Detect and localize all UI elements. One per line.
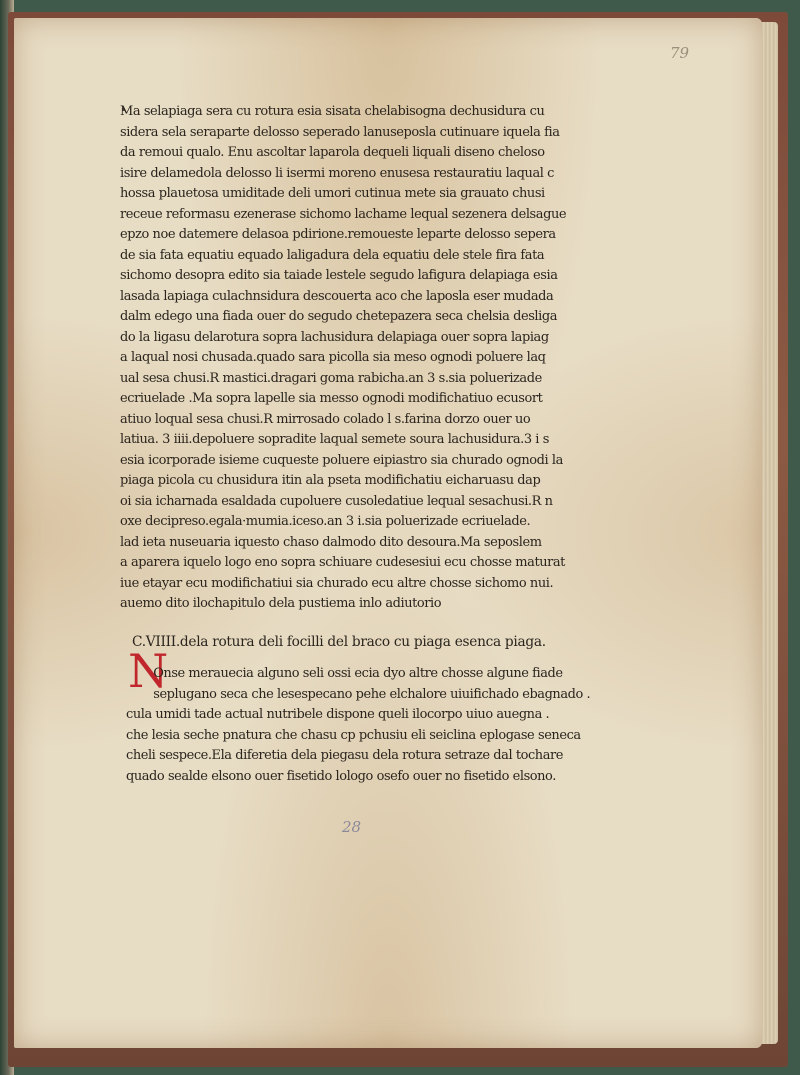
handwritten-page-number: 28 bbox=[342, 818, 362, 836]
text-line: lad ieta nuseuaria iquesto chaso dalmodo dito desoura.Ma seposlem bbox=[120, 534, 542, 550]
text-line: lasada lapiaga culachnsidura descouerta aco che laposla eser mudada bbox=[120, 288, 554, 304]
text-line: piaga picola cu chusidura itin ala pseta modifichatiu eicharuasu dap bbox=[120, 473, 541, 488]
text-line: oi sia icharnada esaldada cupoluere cusoledatiue lequal sesachusi.R n bbox=[120, 493, 553, 509]
text-line: da remoui qualo. Enu ascoltar laparola dequeli liquali diseno cheloso bbox=[120, 145, 545, 160]
chapter-heading: C.VIIII.dela rotura deli focilli del braco cu piaga esenca piaga. bbox=[132, 634, 546, 650]
red-initial-letter: N bbox=[128, 644, 169, 698]
text-line: ual sesa chusi.R mastici.dragari goma rabicha.an 3 s.sia poluerizade bbox=[120, 370, 542, 386]
text-line: ecriuelade .Ma sopra lapelle sia messo ognodi modifichatiuo ecusort bbox=[120, 391, 543, 406]
text-line: sichomo desopra edito sia taiade lestele segudo lafigura delapiaga esia bbox=[120, 268, 558, 283]
text-line: epzo noe datemere delasoa pdirione.remoueste leparte delosso sepera bbox=[120, 227, 556, 242]
text-line: de sia fata equatiu equado laligadura dela equatiu dele stele fira fata bbox=[120, 247, 545, 263]
text-line: oxe decipreso.egala·mumia.iceso.an 3 i.sia poluerizade ecriuelade. bbox=[120, 514, 531, 529]
text-line: che lesia seche pnatura che chasu cp pchusiu eli seiclina eplogase seneca bbox=[126, 727, 581, 743]
text-line: seplugano seca che lesespecano pehe elchalore uiuifichado ebagnado . bbox=[153, 686, 591, 702]
text-line: Onse merauecia alguno seli ossi ecia dyo altre chosse algune fiade bbox=[153, 666, 563, 681]
page-stack-edge bbox=[760, 22, 778, 1044]
text-line: a laqual nosi chusada.quado sara picolla sia meso ognodi poluere laq bbox=[120, 350, 546, 365]
text-line: sidera sela serapartе delosso seperado lanuseposla cutinuare iquela fia bbox=[120, 124, 560, 140]
text-line: iue etayar ecu modifichatiui sia churado ecu altre chosse sichomo nui. bbox=[120, 575, 554, 591]
text-line: a aparera iquelo logo eno sopra schiuare cudesesiui ecu chosse maturat bbox=[120, 555, 565, 570]
text-line: isire delamedola delosso li isermi moreno enusesa restauratiu laqual c bbox=[120, 165, 554, 181]
text-line: latiua. 3 iiii.depoluere sopradite laqual semete soura lachusidura.3 i s bbox=[120, 432, 549, 447]
text-line: hossa plauetosa umiditade deli umori cutinua mete sia grauato chusi bbox=[120, 186, 545, 201]
text-line: cula umidi tade actual nutribele dispone queli ilocorpo uiuo auegna . bbox=[126, 707, 550, 722]
text-line: receue reformasu ezenerase sichomo lachame lequal sezenera delsague bbox=[120, 206, 567, 222]
text-line: do la ligasu delarotura sopra lachusidura delapiaga ouer sopra lapiag bbox=[120, 329, 549, 345]
text-line: Ma selapiaga sera cu rotura esia sisata chelabisogna dechusidura cu bbox=[120, 104, 545, 119]
text-line: cheli sespece.Ela diferetia dela piegasu dela rotura setraze dal tochare bbox=[126, 748, 563, 763]
text-line: atiuo loqual sesa chusi.R mirrosado colado l s.farina dorzo ouer uo bbox=[120, 411, 531, 427]
text-line: esia icorporade isieme cuqueste poluere eipiastro sia churado ognodi la bbox=[120, 452, 563, 468]
text-line: auemo dito ilochapitulo dela pustiema inlo adiutorio bbox=[120, 596, 442, 611]
text-line: dalm edego una fiada ouer do segudo chetepazera seca chelsia desliga bbox=[120, 309, 558, 324]
chapter-paragraph bbox=[126, 664, 606, 787]
text-line: quado sealde elsono ouer fisetido lologo osefo ouer no fisetido elsono. bbox=[126, 768, 556, 784]
main-paragraph bbox=[120, 102, 610, 615]
folio-number: 79 bbox=[670, 44, 690, 62]
